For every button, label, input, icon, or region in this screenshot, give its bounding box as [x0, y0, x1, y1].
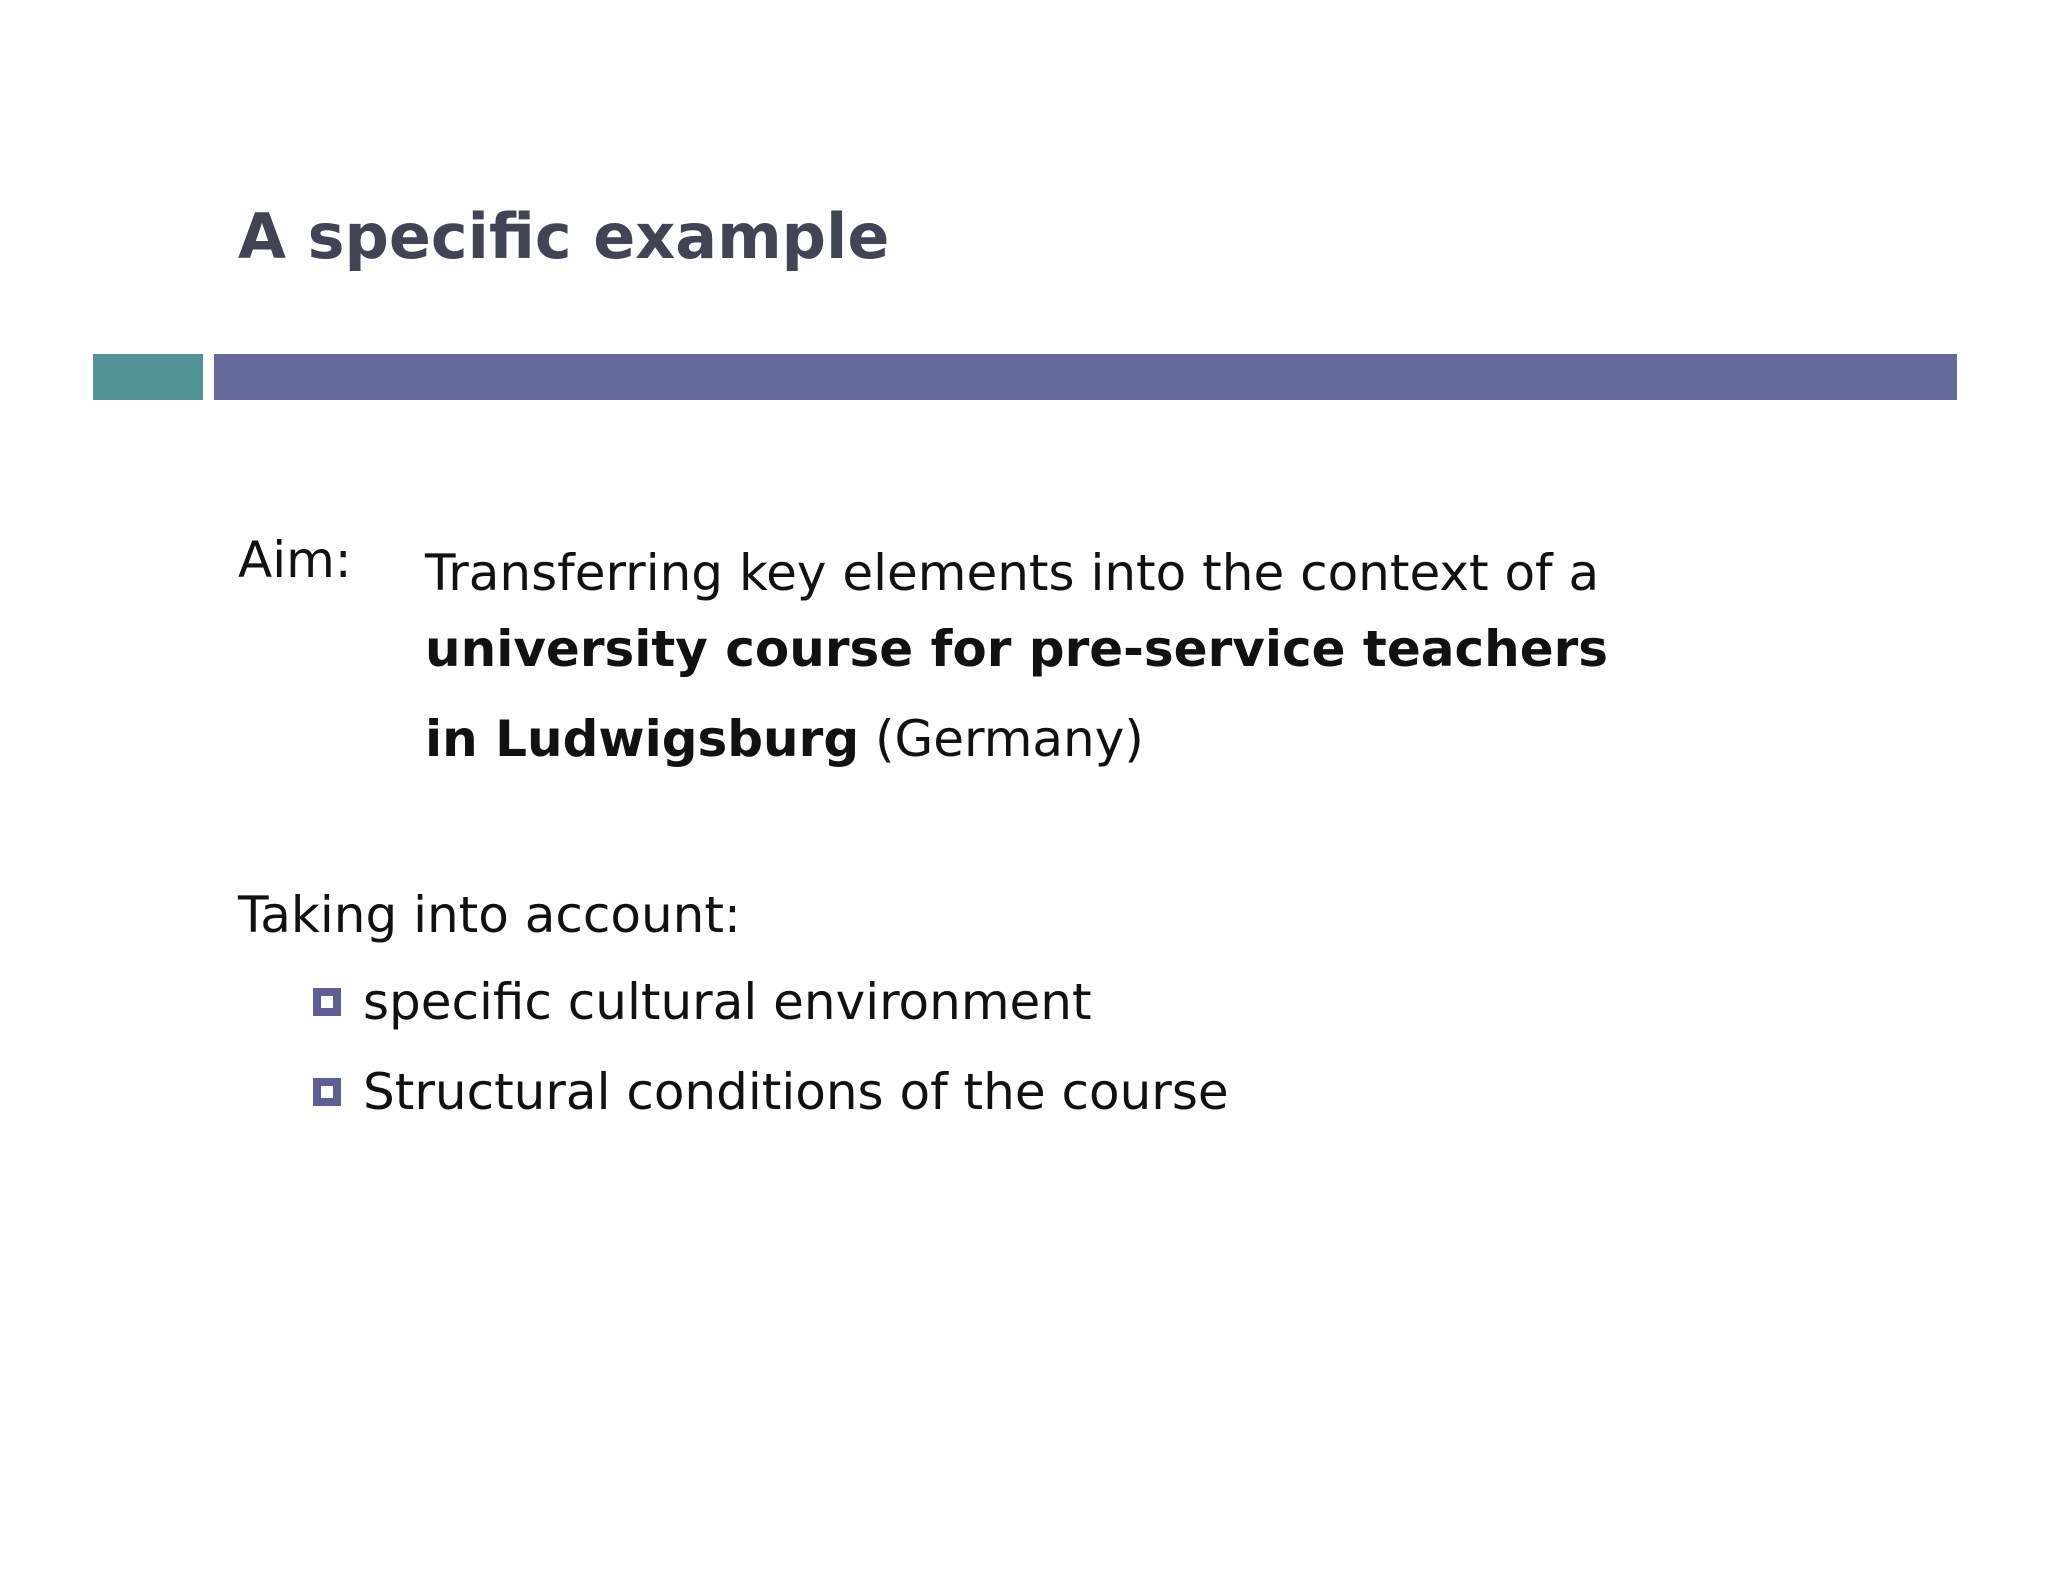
aim-line-3	[425, 701, 1825, 777]
bullet-text: specific cultural environment	[363, 973, 1092, 1031]
square-bullet-icon	[313, 988, 341, 1016]
title-rule-bar	[214, 354, 1957, 400]
title-accent-block	[93, 354, 203, 400]
list-item	[313, 1062, 1229, 1122]
square-bullet-icon	[313, 1078, 341, 1106]
aim-line-1: Transferring key elements into the context of a	[425, 544, 1600, 602]
taking-into-account-label: Taking into account:	[238, 886, 741, 944]
aim-line-3-bold: in Ludwigsburg	[425, 710, 860, 768]
aim-line-2: university course for pre-service teachers	[425, 620, 1609, 678]
aim-line-3-normal: (Germany)	[859, 710, 1144, 768]
aim-label: Aim:	[238, 531, 352, 589]
bullet-text: Structural conditions of the course	[363, 1063, 1229, 1121]
list-item	[313, 972, 1229, 1032]
account-bullet-list	[313, 972, 1229, 1152]
slide-title: A specific example	[238, 200, 890, 273]
aim-text	[425, 535, 1825, 777]
